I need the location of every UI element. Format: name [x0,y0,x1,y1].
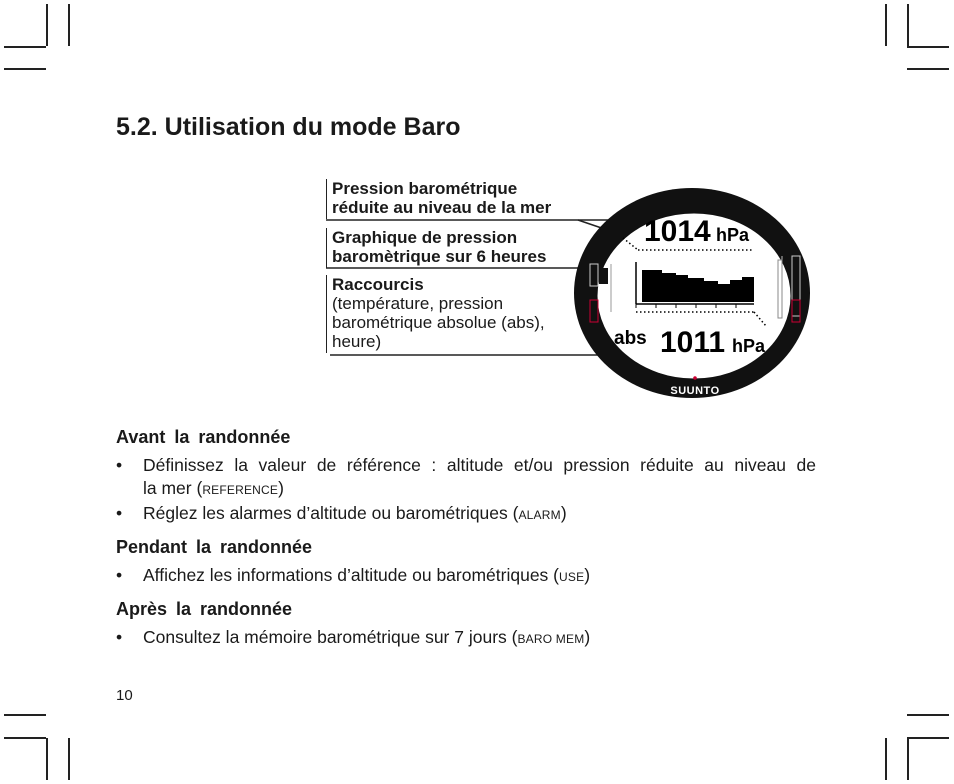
list-item [116,564,816,587]
watch-bottom-unit: hPa [732,336,766,356]
list-item [116,502,816,525]
bullet-icon: • [116,565,123,585]
bullet-icon: • [116,503,123,523]
close-paren: ) [584,627,591,647]
callout-graph-line2: baromètrique sur 6 heures [332,247,547,266]
function-name: ALARM [518,508,561,522]
callout-shortcuts-line2: barométrique absolue (abs), [332,313,545,332]
section-heading-during: Pendant la randonnée [116,537,313,557]
close-paren: ) [560,503,567,523]
watch-brand-logo: SUUNTO [670,385,720,397]
bullet-text: Définissez la valeur de référence : altitude et/ou pression réduite au niveau de [143,455,816,475]
close-paren: ) [584,565,591,585]
function-name: REFERENCE [202,483,279,497]
bullet-text-cont: la mer ( [143,478,203,498]
callout-sea-level-line1: Pression barométrique [332,179,518,198]
watch-top-value: 1014 [644,215,711,248]
section-heading-before: Avant la randonnée [116,427,291,447]
list-item [116,454,816,500]
callout-sea-level-line2: réduite au niveau de la mer [332,198,552,217]
section-heading-after: Après la randonnée [116,599,293,619]
page-number: 10 [116,687,133,704]
close-paren: ) [278,478,284,498]
watch-illustration [326,180,826,405]
bullet-text: Consultez la mémoire barométrique sur 7 jours ( [143,627,518,647]
function-name: BARO MEM [517,632,585,646]
callout-graph-line1: Graphique de pression [332,228,518,247]
page-title: 5.2. Utilisation du mode Baro [116,113,461,141]
bullet-text: Affichez les informations d’altitude ou barométriques ( [143,565,560,585]
function-name: USE [559,570,585,584]
watch-bottom-value: 1011 [660,326,726,359]
bullet-icon: • [116,455,123,475]
callout-shortcuts-title: Raccourcis [332,275,424,294]
bullet-text: Réglez les alarmes d’altitude ou barométriques ( [143,503,519,523]
list-item [116,626,816,649]
watch-top-unit: hPa [716,225,750,245]
callout-shortcuts-line3: heure) [332,332,382,351]
callout-shortcuts-line1: (température, pression [332,294,504,313]
watch-abs-label: abs [614,328,647,349]
bullet-icon: • [116,627,123,647]
